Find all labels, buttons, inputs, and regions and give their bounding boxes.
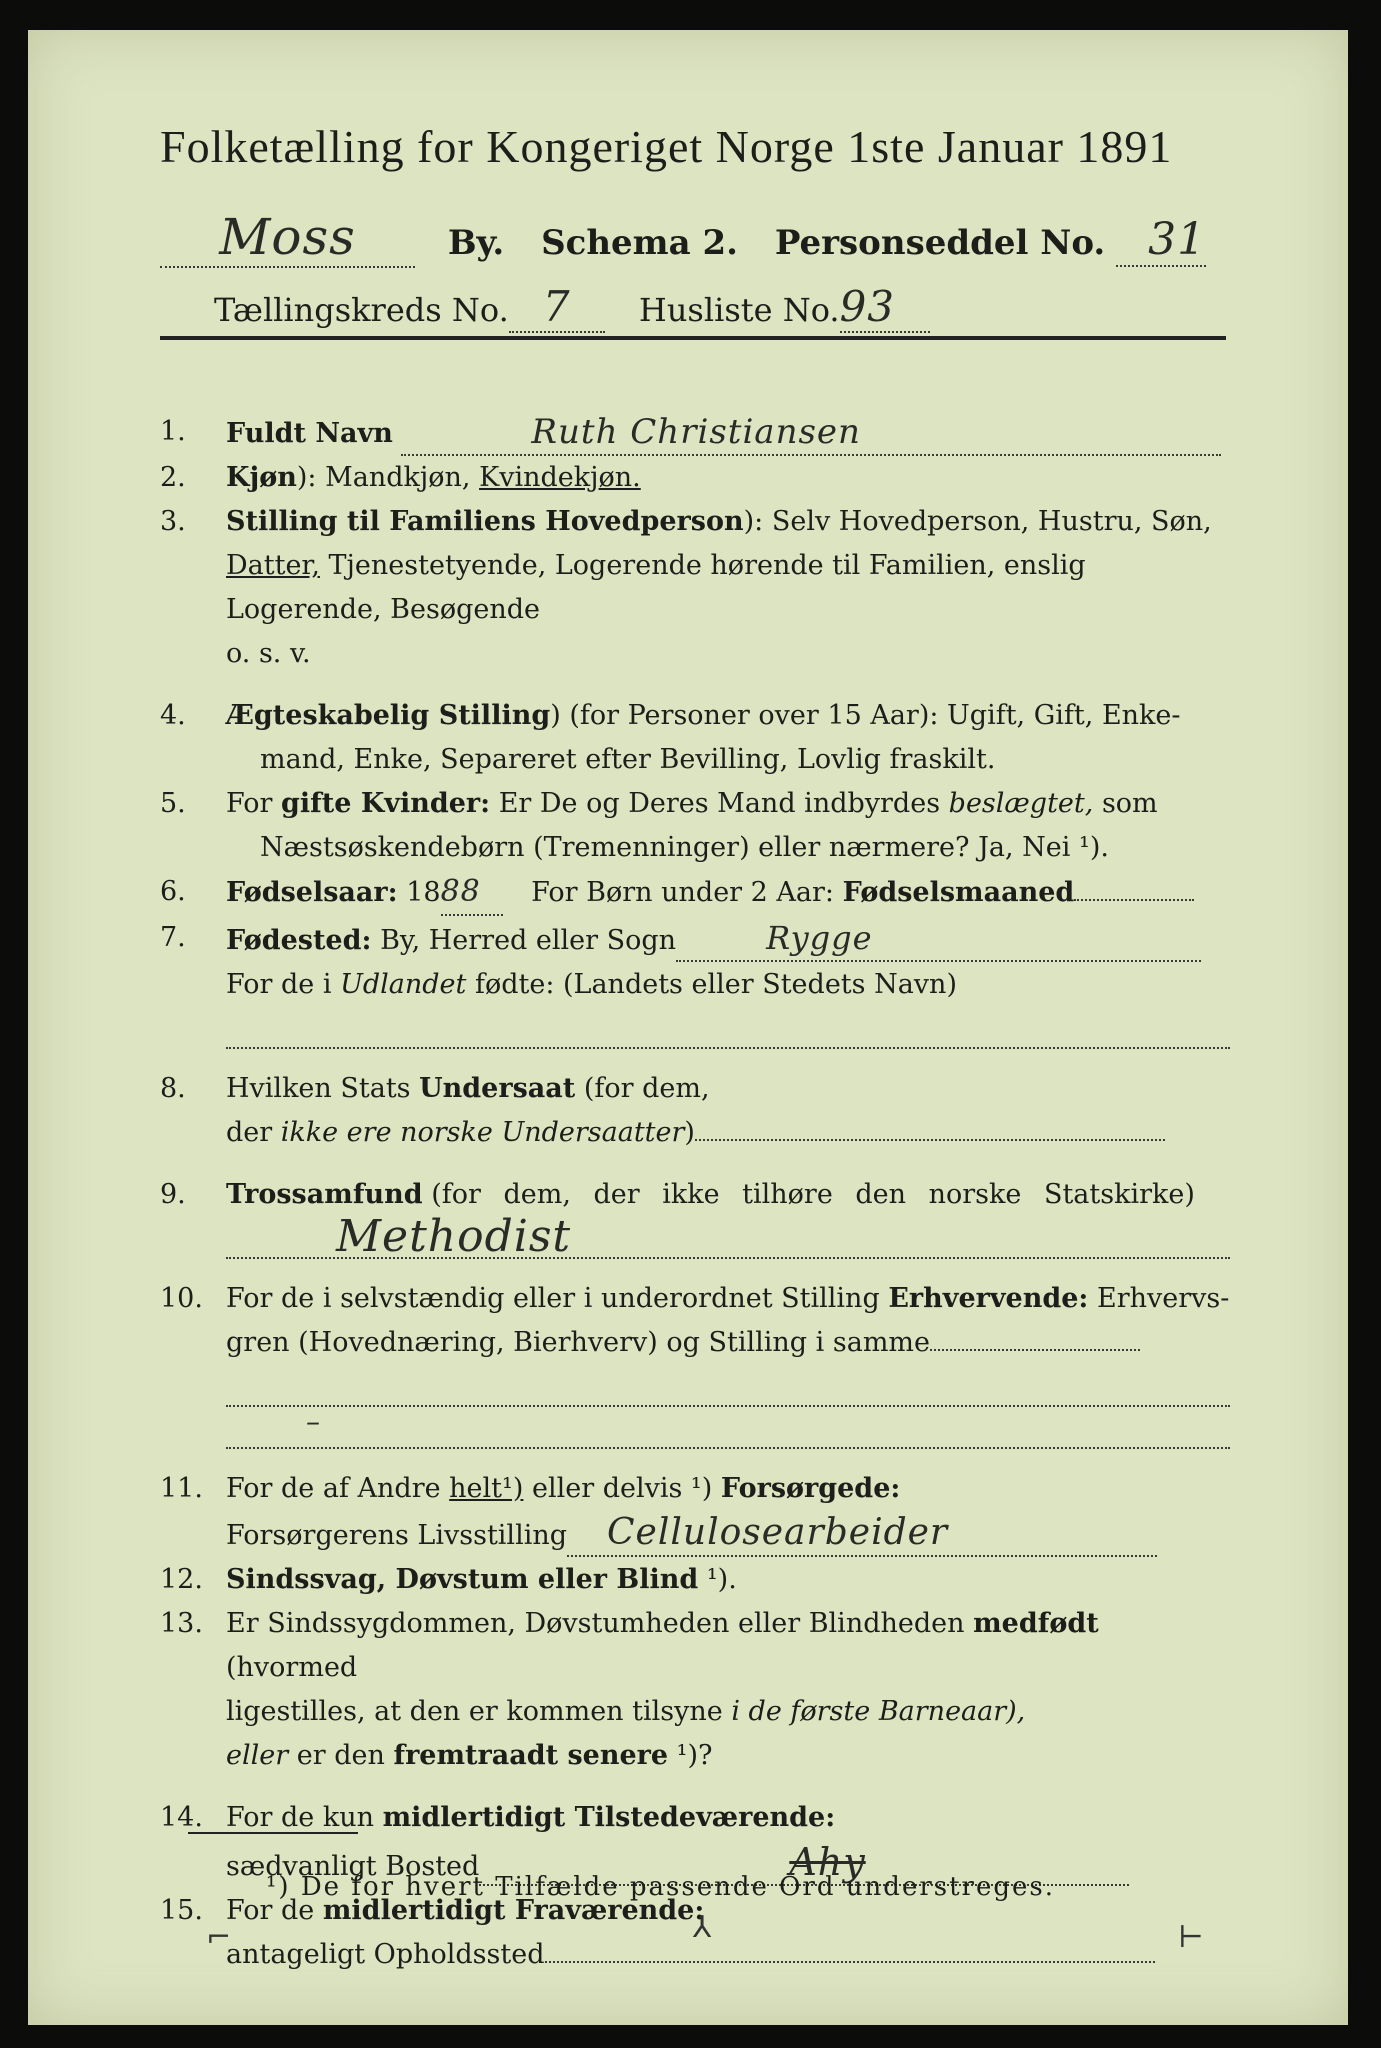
question-10-cont bbox=[160, 1321, 1230, 1365]
question-text: som bbox=[1101, 788, 1158, 819]
town-value: Moss bbox=[160, 208, 415, 268]
question-text: For de i bbox=[226, 969, 332, 1000]
question-number: 11. bbox=[160, 1473, 203, 1504]
question-label: medfødt bbox=[973, 1608, 1099, 1639]
question-text: Erhvervs- bbox=[1097, 1283, 1230, 1314]
question-11 bbox=[160, 1467, 1230, 1511]
question-text: o. s. v. bbox=[226, 638, 311, 669]
schema-label: Schema 2. bbox=[541, 223, 739, 263]
question-7-fill bbox=[160, 1007, 1230, 1049]
form-title: Folketælling for Kongeriget Norge 1ste Januar 1891 bbox=[160, 121, 1173, 172]
question-8 bbox=[160, 1067, 1230, 1111]
question-label: Fødselsaar: bbox=[226, 877, 398, 908]
question-text: eller delvis ¹) bbox=[531, 1473, 713, 1504]
question-label: Undersaat bbox=[419, 1073, 576, 1104]
question-text: (hvormed bbox=[226, 1652, 358, 1683]
question-label: Fødested: bbox=[226, 925, 372, 956]
question-label: Fødselsmaaned bbox=[842, 877, 1075, 908]
question-number: 8. bbox=[160, 1073, 186, 1104]
question-3 bbox=[160, 500, 1230, 544]
occupation-value: – bbox=[226, 1407, 1230, 1449]
question-3-cont bbox=[160, 544, 1230, 588]
pencil-mark: ⅄ bbox=[693, 1910, 712, 1945]
question-9 bbox=[160, 1173, 1230, 1217]
question-text: ) bbox=[684, 1117, 695, 1148]
question-number: 9. bbox=[160, 1179, 186, 1210]
question-number: 1. bbox=[160, 416, 186, 447]
birthplace-value: Rygge bbox=[676, 916, 1201, 962]
question-text: Logerende, Besøgende bbox=[226, 594, 540, 625]
question-text: mand, Enke, Separeret efter Bevilling, Lovlig fraskilt. bbox=[260, 744, 996, 775]
question-italic: Udlandet bbox=[340, 969, 467, 1000]
usual-residence-value: Ahy bbox=[479, 1840, 1129, 1886]
question-3-cont-2 bbox=[160, 588, 1230, 632]
question-12 bbox=[160, 1558, 1230, 1602]
question-number: 7. bbox=[160, 922, 186, 953]
question-9-answer bbox=[160, 1211, 1230, 1262]
header-line-1 bbox=[160, 208, 1206, 268]
question-text: er den bbox=[296, 1740, 385, 1771]
question-number: 10. bbox=[160, 1283, 203, 1314]
question-text: der bbox=[226, 1117, 273, 1148]
birth-year-prefix: 18 bbox=[406, 877, 441, 908]
birth-year-value: 88 bbox=[441, 870, 503, 916]
question-1 bbox=[160, 410, 1230, 456]
question-text: By, Herred eller Sogn bbox=[380, 925, 677, 956]
question-number: 3. bbox=[160, 506, 186, 537]
question-13-cont bbox=[160, 1690, 1230, 1734]
question-7 bbox=[160, 916, 1230, 963]
question-number: 2. bbox=[160, 462, 186, 493]
by-label: By. bbox=[447, 223, 505, 263]
question-text: For bbox=[226, 788, 273, 819]
pencil-mark: ⊢ bbox=[1178, 1920, 1204, 1955]
question-label: Sindssvag, Døvstum eller Blind bbox=[226, 1564, 699, 1595]
question-text: ) (for Personer over 15 Aar): Ugift, Gift, Enke- bbox=[550, 700, 1181, 731]
footnote-rule bbox=[188, 1832, 358, 1834]
question-label: midlertidigt Tilstedeværende: bbox=[382, 1802, 836, 1833]
question-8-cont bbox=[160, 1111, 1230, 1155]
question-number: 13. bbox=[160, 1608, 203, 1639]
question-4-cont bbox=[160, 738, 1230, 782]
question-label: gifte Kvinder: bbox=[281, 788, 491, 819]
question-text: Tjenestetyende, Logerende hørende til Familien, enslig bbox=[328, 550, 1086, 581]
personseddel-value: 31 bbox=[1116, 214, 1206, 267]
question-label: Forsørgede: bbox=[720, 1473, 901, 1504]
question-5-cont bbox=[160, 826, 1230, 870]
footnote: ¹) De for hvert Tilfælde passende Ord understreges. bbox=[266, 1872, 1056, 1902]
question-label: midlertidigt Fraværende: bbox=[322, 1895, 705, 1926]
question-10-fill-2 bbox=[160, 1407, 1230, 1449]
header-line-2 bbox=[214, 282, 930, 333]
question-text: For de kun bbox=[226, 1802, 374, 1833]
question-label: fremtraadt senere bbox=[393, 1740, 669, 1771]
question-text: Forsørgerens Livsstilling bbox=[226, 1520, 568, 1551]
question-10 bbox=[160, 1277, 1230, 1321]
taellingskreds-value: 7 bbox=[509, 282, 605, 333]
question-italic: ikke ere norske Undersaatter bbox=[280, 1117, 685, 1148]
question-label: Fuldt Navn bbox=[226, 418, 393, 449]
husliste-value: 93 bbox=[840, 282, 930, 333]
question-text: Hvilken Stats bbox=[226, 1073, 411, 1104]
question-number: 15. bbox=[160, 1895, 203, 1926]
question-number: 14. bbox=[160, 1802, 203, 1833]
question-label: Ægteskabelig Stilling bbox=[226, 700, 551, 731]
question-text: (for dem, bbox=[583, 1073, 710, 1104]
question-label: Trossamfund bbox=[226, 1179, 423, 1210]
question-text: For de i selvstændig eller i underordnet Stilling bbox=[226, 1283, 880, 1314]
question-number: 4. bbox=[160, 700, 186, 731]
question-6 bbox=[160, 870, 1230, 916]
provider-occupation-value: Cellulosearbeider bbox=[567, 1511, 1157, 1557]
question-text: For de bbox=[226, 1895, 315, 1926]
question-10-fill bbox=[160, 1365, 1230, 1407]
question-7-cont bbox=[160, 963, 1230, 1007]
question-text: fødte: (Landets eller Stedets Navn) bbox=[474, 969, 957, 1000]
personseddel-label: Personseddel No. bbox=[774, 223, 1106, 263]
question-label: Stilling til Familiens Hovedperson bbox=[226, 506, 744, 537]
question-text: For Børn under 2 Aar: bbox=[531, 877, 835, 908]
header-rule bbox=[160, 336, 1226, 340]
question-text: sædvanligt Bosted bbox=[226, 1851, 480, 1882]
question-text: ¹)? bbox=[676, 1740, 713, 1771]
question-text: Er Sindssygdommen, Døvstumheden eller Blindheden bbox=[226, 1608, 965, 1639]
question-text: antageligt Opholdssted bbox=[226, 1939, 545, 1970]
question-13 bbox=[160, 1602, 1230, 1690]
full-name-value: Ruth Christiansen bbox=[401, 410, 1221, 456]
question-text: ): Mandkjøn, bbox=[296, 462, 471, 493]
question-number: 6. bbox=[160, 876, 186, 907]
question-text: gren (Hovednæring, Bierhverv) og Stilling i samme bbox=[226, 1327, 931, 1358]
question-number: 12. bbox=[160, 1564, 203, 1595]
question-text: ¹). bbox=[706, 1564, 737, 1595]
question-label: Erhvervende: bbox=[888, 1283, 1089, 1314]
question-text: ): Selv Hovedperson, Hustru, Søn, bbox=[743, 506, 1212, 537]
husliste-label: Husliste No. bbox=[638, 291, 840, 329]
question-italic: beslægtet, bbox=[948, 788, 1094, 819]
question-2 bbox=[160, 456, 1230, 500]
question-text: Er De og Deres Mand indbyrdes bbox=[498, 788, 941, 819]
question-label: Kjøn bbox=[226, 462, 297, 493]
question-text: Næstsøskendebørn (Tremenninger) eller nærmere? Ja, Nei ¹). bbox=[260, 832, 1109, 863]
question-13-cont-2 bbox=[160, 1734, 1230, 1778]
underlined-answer: Kvindekjøn. bbox=[479, 462, 641, 493]
question-list bbox=[160, 410, 1230, 1977]
question-text: ligestilles, at den er kommen tilsyne bbox=[226, 1696, 723, 1727]
taellingskreds-label: Tællingskreds No. bbox=[214, 291, 509, 329]
question-5 bbox=[160, 782, 1230, 826]
question-italic: i de første Barneaar), bbox=[731, 1696, 1026, 1727]
underlined-answer: helt¹) bbox=[449, 1473, 524, 1504]
census-form-sheet bbox=[28, 30, 1348, 2025]
question-text: For de af Andre bbox=[226, 1473, 441, 1504]
question-text: (for dem, der ikke tilhøre den norske Statskirke) bbox=[431, 1179, 1195, 1210]
underlined-answer: Datter, bbox=[226, 550, 320, 581]
question-italic: eller bbox=[226, 1740, 289, 1771]
pencil-mark: ⌐ bbox=[206, 1920, 232, 1955]
question-3-cont-3 bbox=[160, 632, 1230, 676]
question-number: 5. bbox=[160, 788, 186, 819]
religion-value: Methodist bbox=[226, 1217, 1230, 1259]
question-11-cont bbox=[160, 1511, 1230, 1558]
question-4 bbox=[160, 694, 1230, 738]
